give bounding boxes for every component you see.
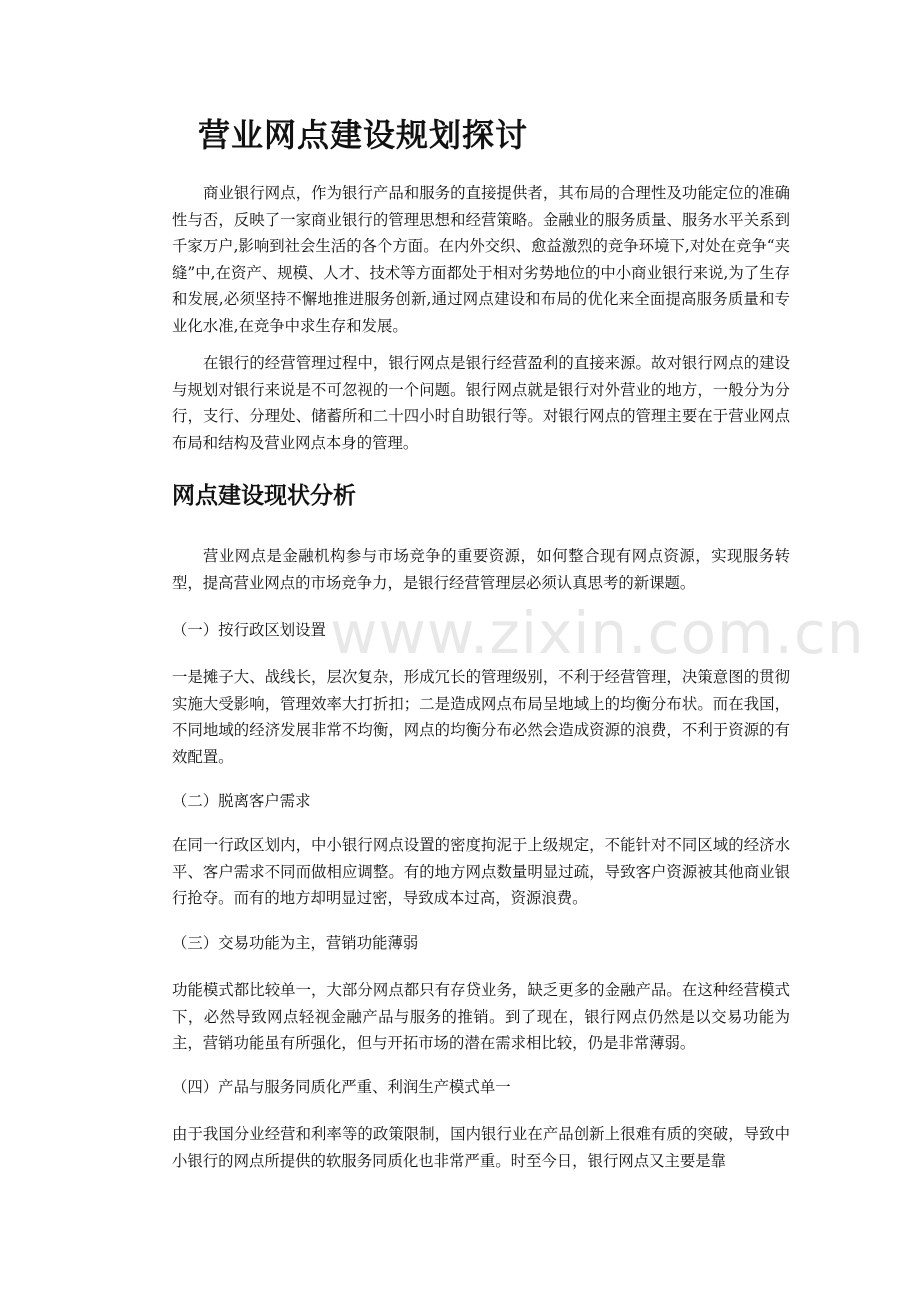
- subsection-heading-4: （四）产品与服务同质化严重、利润生产模式单一: [172, 1078, 511, 1096]
- subsection-heading-1: （一）按行政区划设置: [172, 621, 326, 639]
- document-title: 营业网点建设规划探讨: [198, 116, 529, 154]
- section-heading: 网点建设现状分析: [172, 482, 356, 509]
- watermark: www.zixin.com.cn: [330, 599, 865, 667]
- section-intro-paragraph: 营业网点是金融机构参与市场竞争的重要资源，如何整合现有网点资源，实现服务转型，提高营业网点的市场竞争力，是银行经营管理层必须认真思考的新课题。: [172, 547, 790, 592]
- subsection-heading-3: （三）交易功能为主，营销功能薄弱: [172, 934, 419, 952]
- intro-paragraph-2: 在银行的经营管理过程中，银行网点是银行经营盈利的直接来源。故对银行网点的建设与规划对银行来说是不可忽视的一个问题。银行网点就是银行对外营业的地方，一般分为分行，支行、分理处、储蓄所和二十四小时自助银行等。对银行网点的管理主要在于营业网点布局和结构及营业网点本身的管理。: [172, 354, 790, 452]
- subsection-text-2: 在同一行政区划内，中小银行网点设置的密度拘泥于上级规定，不能针对不同区域的经济水平、客户需求不同而做相应调整。有的地方网点数量明显过疏，导致客户资源被其他商业银行抢夺。而有的地方却明显过密，导致成本过高，资源浪费。: [172, 836, 790, 908]
- subsection-text-4: 由于我国分业经营和利率等的政策限制，国内银行业在产品创新上很难有质的突破，导致中小银行的网点所提供的软服务同质化也非常严重。时至今日，银行网点又主要是靠: [172, 1125, 790, 1170]
- subsection-heading-2: （二）脱离客户需求: [172, 792, 311, 810]
- subsection-text-3: 功能模式都比较单一，大部分网点都只有存贷业务，缺乏更多的金融产品。在这种经营模式下，必然导致网点轻视金融产品与服务的推销。到了现在，银行网点仍然是以交易功能为主，营销功能虽有所强化，但与开拓市场的潜在需求相比较，仍是非常薄弱。: [172, 981, 790, 1053]
- intro-paragraph-1: 商业银行网点，作为银行产品和服务的直接提供者，其布局的合理性及功能定位的准确性与否，反映了一家商业银行的管理思想和经营策略。金融业的服务质量、服务水平关系到千家万户,影响到社会生活的各个方面。在内外交织、愈益激烈的竞争环境下,对处在竞争“夹缝”中,在资产、规模、人才、技术等方面都处于相对劣势地位的中小商业银行来说,为了生存和发展,必须坚持不懈地推进服务创新,通过网点建设和布局的优化来全面提高服务质量和专业化水准,在竞争中求生存和发展。: [172, 184, 790, 335]
- subsection-text-1: 一是摊子大、战线长，层次复杂，形成冗长的管理级别，不利于经营管理，决策意图的贯彻实施大受影响，管理效率大打折扣；二是造成网点布局呈地域上的均衡分布状。而在我国，不同地域的经济发展非常不均衡，网点的均衡分布必然会造成资源的浪费，不利于资源的有效配置。: [172, 668, 790, 766]
